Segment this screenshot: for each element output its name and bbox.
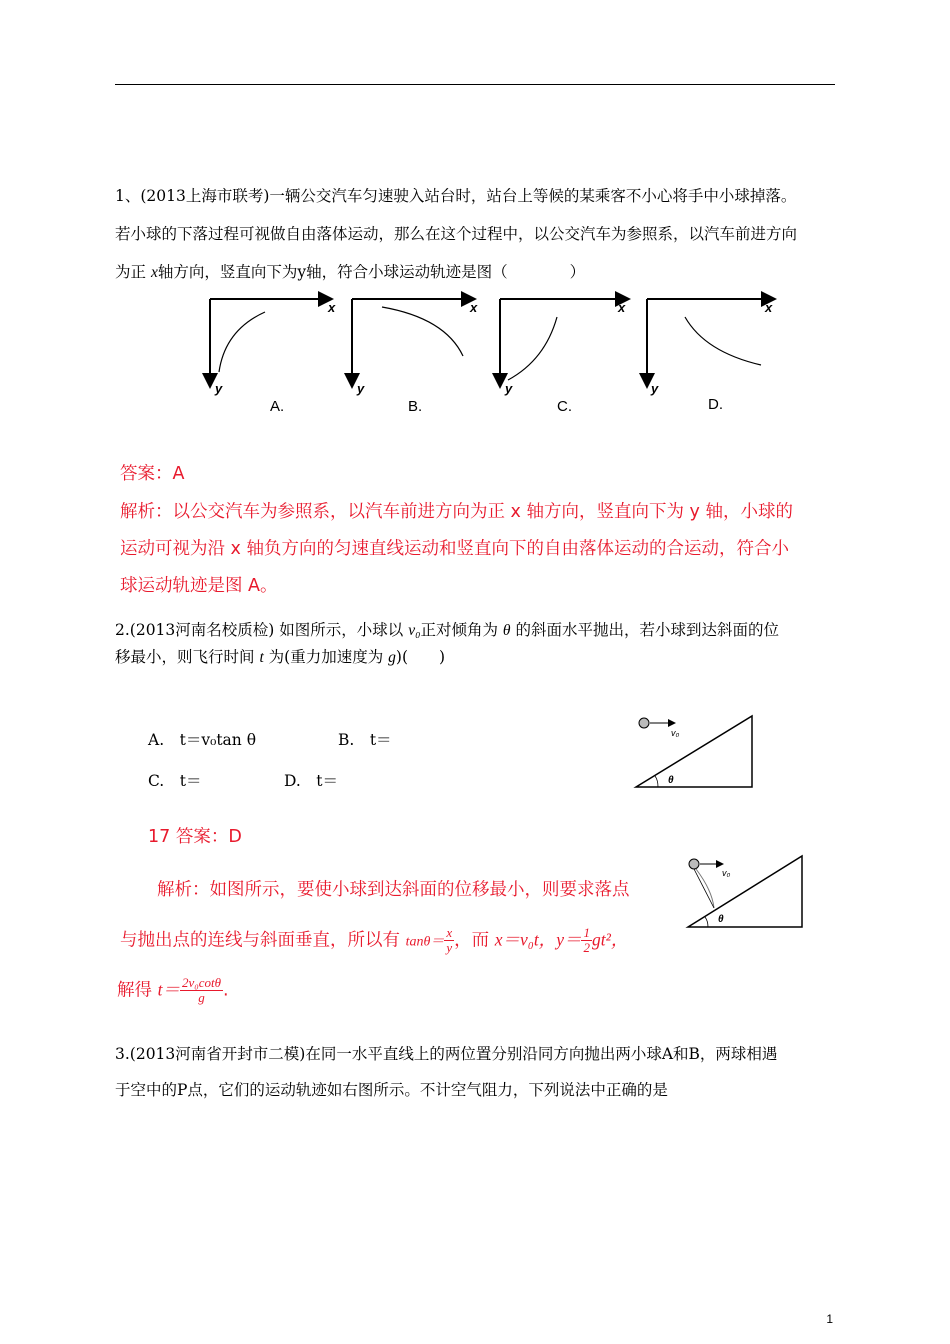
graph-c-y-label: y bbox=[505, 381, 513, 396]
graph-a-y-label: y bbox=[215, 381, 223, 396]
graph-b-letter: B. bbox=[408, 398, 423, 415]
incline-triangle bbox=[636, 716, 752, 787]
graph-c-curve bbox=[508, 317, 557, 380]
theta-label: θ bbox=[668, 775, 674, 786]
v0-label: v₀ bbox=[671, 728, 680, 738]
angle-arc bbox=[655, 776, 658, 787]
q1-explanation-1: 解析：以公交汽车为参照系，以汽车前进方向为正 x 轴方向，竖直向下为 y 轴，小球的 bbox=[120, 502, 793, 522]
q2-option-b: B. t＝ bbox=[338, 731, 392, 749]
displacement-line bbox=[694, 869, 714, 908]
q2-explanation-3: 解得 t＝ $\frac{\text{2v₀cotθ}}{g}$. bbox=[117, 975, 229, 1005]
explanation-ball-icon bbox=[689, 859, 699, 869]
q1-line-2: 若小球的下落过程可视做自由落体运动，那么在这个过程中，以公交汽车为参照系，以汽车前进方向 bbox=[115, 225, 798, 243]
graph-b-curve bbox=[382, 307, 463, 356]
q2-answer: 17 答案：D bbox=[148, 827, 242, 847]
explanation-angle-arc bbox=[705, 917, 708, 927]
q2-option-a: A. t＝v₀tan θ bbox=[148, 731, 257, 749]
graph-b-y-label: y bbox=[357, 381, 365, 396]
q1-line-1: 1、(2013上海市联考)一辆公交汽车匀速驶入站台时，站台上等候的某乘客不小心将手中小球掉落。 bbox=[115, 187, 797, 205]
q2-option-c: C. t＝ bbox=[148, 772, 202, 790]
explanation-v0-label: v₀ bbox=[722, 868, 731, 878]
graph-d bbox=[647, 299, 773, 413]
q1-graphs bbox=[195, 290, 795, 420]
graph-a-x-label: x bbox=[328, 300, 336, 315]
q1-line-3: 为正 x轴方向，竖直向下为y轴，符合小球运动轨迹是图（ ） bbox=[115, 263, 586, 281]
graph-d-letter: D. bbox=[708, 396, 723, 413]
q2-line-2: 移最小，则飞行时间 t 为(重力加速度为 g)( ) bbox=[115, 648, 446, 666]
page-number: 1 bbox=[826, 1312, 833, 1326]
graph-c-letter: C. bbox=[557, 398, 572, 415]
graph-b-x-label: x bbox=[470, 300, 478, 315]
graph-d-curve bbox=[685, 317, 761, 365]
q2-explanation-figure bbox=[682, 850, 812, 932]
graph-d-x-label: x bbox=[765, 300, 773, 315]
graph-a-curve bbox=[219, 312, 265, 372]
q1-explanation-3: 球运动轨迹是图 A。 bbox=[120, 576, 278, 596]
header-rule bbox=[115, 84, 835, 85]
q2-line-1: 2.(2013河南名校质检) 如图所示，小球以 v₀正对倾角为 θ 的斜面水平抛出，若小球到达斜面的位 bbox=[115, 621, 779, 639]
q2-explanation-2: 与抛出点的连线与斜面垂直，所以有 tanθ＝ $\frac{x}{y}$，而 x＝v₀t，y＝ $\frac{1}{2}gt^2$， bbox=[120, 925, 629, 955]
graph-a-letter: A. bbox=[270, 398, 285, 415]
q1-explanation-2: 运动可视为沿 x 轴负方向的匀速直线运动和竖直向下的自由落体运动的合运动，符合小 bbox=[120, 539, 789, 559]
q2-incline-figure bbox=[630, 710, 760, 792]
graph-a bbox=[210, 299, 336, 415]
q2-option-d: D. t＝ bbox=[284, 772, 339, 790]
q3-line-1: 3.(2013河南省开封市二模)在同一水平直线上的两位置分别沿同方向抛出两小球A和B，两球相遇 bbox=[115, 1045, 778, 1063]
graph-c-x-label: x bbox=[618, 300, 626, 315]
q1-answer: 答案：A bbox=[120, 464, 185, 484]
ball-icon bbox=[639, 718, 649, 728]
graph-d-y-label: y bbox=[651, 381, 659, 396]
q3-line-2: 于空中的P点，它们的运动轨迹如右图所示。不计空气阻力，下列说法中正确的是 bbox=[115, 1081, 668, 1099]
q2-explanation-1: 解析：如图所示，要使小球到达斜面的位移最小，则要求落点 bbox=[157, 880, 630, 900]
graph-c bbox=[500, 299, 627, 415]
explanation-theta-label: θ bbox=[718, 914, 724, 925]
graph-b bbox=[352, 299, 478, 415]
